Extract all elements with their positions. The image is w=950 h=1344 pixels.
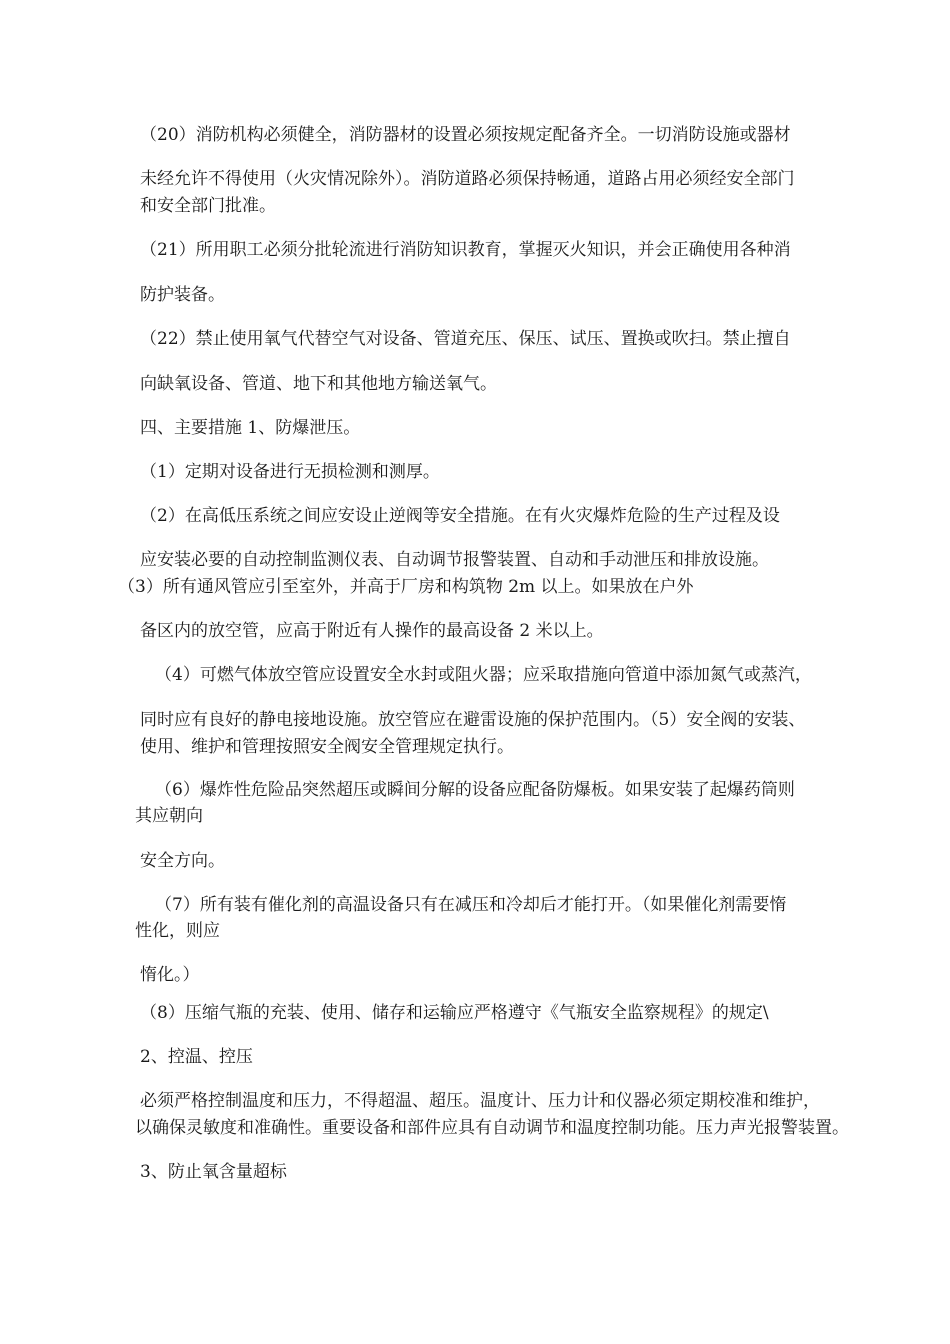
paragraph-line: 惰化。） <box>140 965 200 985</box>
paragraph-line: （7）所有装有催化剂的高温设备只有在减压和冷却后才能打开。（如果催化剂需要惰 <box>155 895 787 915</box>
paragraph-line: 应安装必要的自动控制监测仪表、自动调节报警装置、自动和手动泄压和排放设施。 <box>140 550 769 570</box>
paragraph-line: 和安全部门批准。 <box>140 196 276 216</box>
paragraph-line: 必须严格控制温度和压力，不得超温、超压。温度计、压力计和仪器必须定期校准和维护， <box>140 1091 820 1111</box>
paragraph-line: （6）爆炸性危险品突然超压或瞬间分解的设备应配备防爆板。如果安装了起爆药筒则 <box>155 780 795 800</box>
paragraph-line: 安全方向。 <box>140 851 225 871</box>
paragraph-line: （3）所有通风管应引至室外，并高于厂房和构筑物 2m 以上。如果放在户外 <box>118 577 694 597</box>
paragraph-line: （8）压缩气瓶的充装、使用、储存和运输应严格遵守《气瓶安全监察规程》的规定\ <box>140 1003 769 1023</box>
paragraph-line: （20）消防机构必须健全，消防器材的设置必须按规定配备齐全。一切消防设施或器材 <box>140 125 791 145</box>
paragraph-line: 备区内的放空管，应高于附近有人操作的最高设备 2 米以上。 <box>140 621 604 641</box>
paragraph-line: （1）定期对设备进行无损检测和测厚。 <box>140 462 440 482</box>
paragraph-line: 防护装备。 <box>140 285 225 305</box>
section-heading: 3、防止氧含量超标 <box>140 1162 287 1182</box>
paragraph-line: 使用、维护和管理按照安全阀安全管理规定执行。 <box>140 737 514 757</box>
paragraph-line: 向缺氧设备、管道、地下和其他地方输送氧气。 <box>140 374 497 394</box>
paragraph-line: （21）所用职工必须分批轮流进行消防知识教育，掌握灭火知识，并会正确使用各种消 <box>140 240 791 260</box>
paragraph-line: 其应朝向 <box>135 806 203 826</box>
paragraph-line: （4）可燃气体放空管应设置安全水封或阻火器；应采取措施向管道中添加氮气或蒸汽， <box>155 665 812 685</box>
paragraph-line: （22）禁止使用氧气代替空气对设备、管道充压、保压、试压、置换或吹扫。禁止擅自 <box>140 329 791 349</box>
paragraph-line: 性化，则应 <box>135 921 220 941</box>
paragraph-line: （2）在高低压系统之间应安设止逆阀等安全措施。在有火灾爆炸危险的生产过程及设 <box>140 506 780 526</box>
paragraph-line: 以确保灵敏度和准确性。重要设备和部件应具有自动调节和温度控制功能。压力声光报警装置。 <box>135 1118 849 1138</box>
paragraph-line: 同时应有良好的静电接地设施。放空管应在避雷设施的保护范围内。（5）安全阀的安装、 <box>140 710 806 730</box>
section-heading: 四、主要措施 1、防爆泄压。 <box>140 418 361 438</box>
paragraph-line: 未经允许不得使用（火灾情况除外）。消防道路必须保持畅通，道路占用必须经安全部门 <box>140 169 795 189</box>
section-heading: 2、控温、控压 <box>140 1047 253 1067</box>
